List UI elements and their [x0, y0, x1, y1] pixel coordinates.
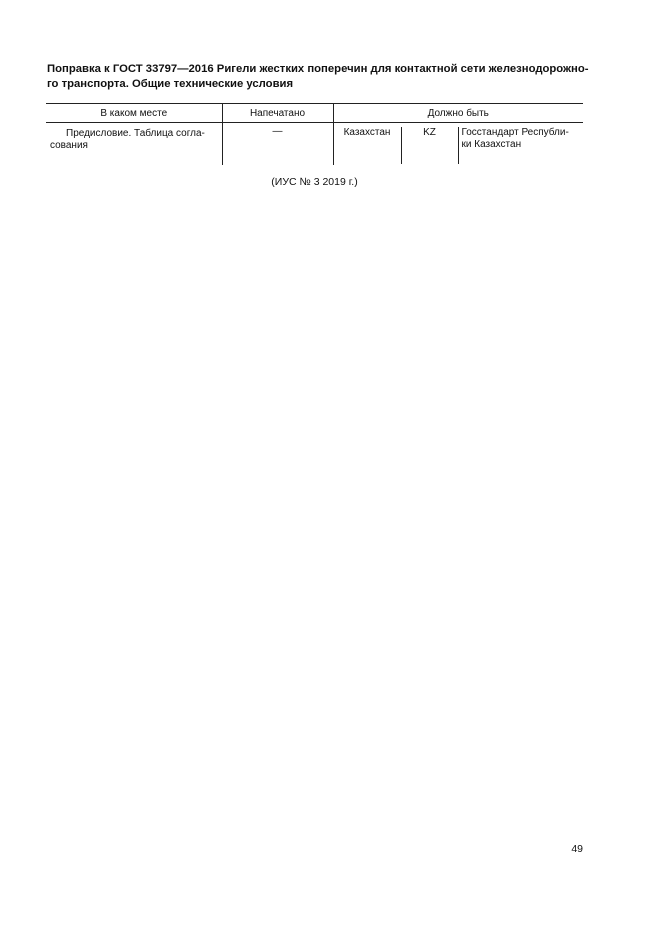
agency-line-2: ки Казахстан: [461, 139, 522, 150]
table-header-row: [46, 104, 583, 123]
place-line-1: Предисловие. Таблица согла-: [66, 128, 205, 139]
agency-line-1: Госстандарт Республи-: [461, 127, 569, 138]
cell-place: [46, 123, 222, 166]
title-line-2: го транспорта. Общие технические условия: [47, 77, 294, 90]
source-reference: (ИУС № 3 2019 г.): [271, 176, 358, 188]
place-line-2: сования: [50, 140, 88, 151]
cell-should-be: [333, 123, 583, 166]
standards-agency: [458, 127, 583, 164]
country-code: KZ: [401, 127, 458, 164]
should-be-inner-table: [334, 127, 584, 164]
title-line-1: Поправка к ГОСТ 33797—2016 Ригели жестких поперечин для контактной сети железнодорожно-: [47, 63, 589, 75]
amendment-table: [46, 103, 583, 165]
header-place: В каком месте: [46, 104, 222, 123]
header-printed: Напечатано: [222, 104, 333, 123]
header-should-be: Должно быть: [333, 104, 583, 123]
table-row: [46, 123, 583, 166]
country-name: Казахстан: [343, 127, 391, 138]
cell-printed: —: [222, 123, 333, 166]
document-title: [47, 62, 587, 91]
page-number: 49: [571, 843, 583, 855]
